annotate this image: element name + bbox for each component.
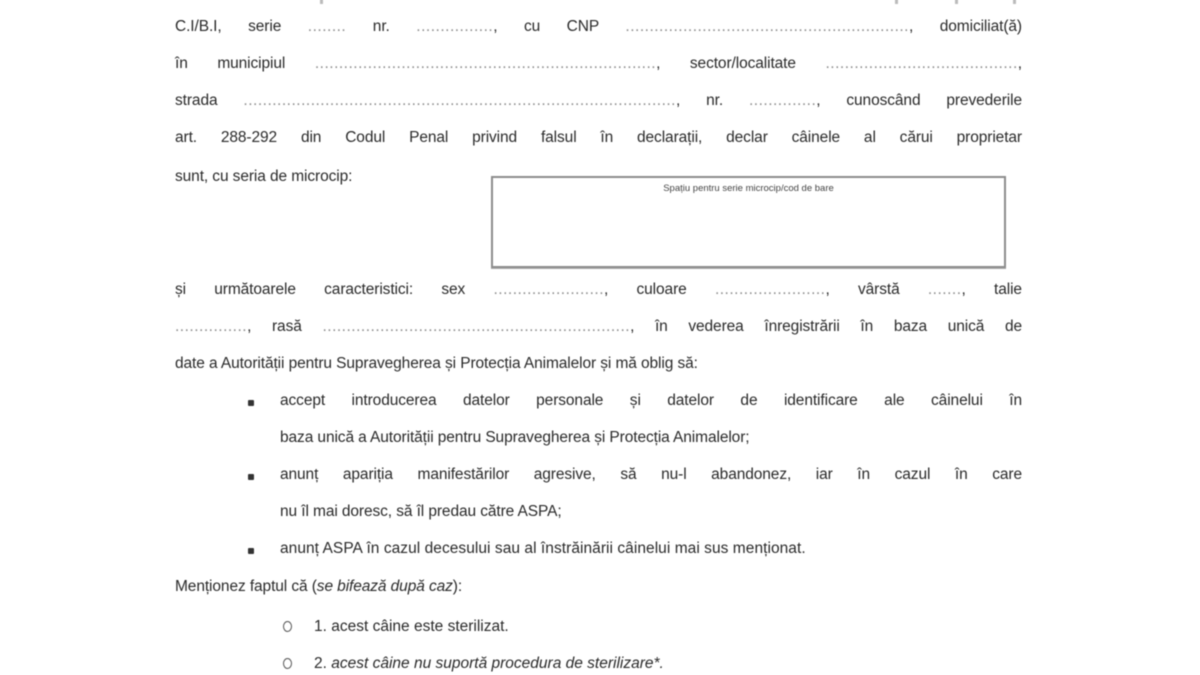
bullet-icon bbox=[248, 548, 254, 554]
municipality-label: în municipiul bbox=[175, 55, 286, 72]
color-label: , culoare bbox=[604, 281, 687, 298]
obligation-2-line-2: nu îl mai doresc, să îl predau către ASPA; bbox=[280, 503, 562, 520]
knowing-provisions-text: , cunoscând prevederile bbox=[816, 92, 1022, 109]
option-1-text: acest câine este sterilizat. bbox=[331, 618, 509, 635]
comma: , bbox=[1017, 55, 1022, 72]
municipality-field[interactable]: ....................................................................... bbox=[314, 55, 657, 72]
obligation-1-line-1: accept introducerea datelor personale și datelor de identificare ale câinelui în bbox=[280, 392, 1022, 409]
id-series-field[interactable]: ........ bbox=[307, 18, 347, 35]
bullet-icon bbox=[248, 400, 254, 406]
breed-label: , rasă bbox=[247, 318, 302, 335]
microchip-label-line: sunt, cu seria de microcip: bbox=[175, 168, 353, 185]
sex-label: și următoarele caracteristici: sex bbox=[175, 281, 466, 298]
cnp-label: , cu CNP bbox=[493, 18, 599, 35]
age-label: , vârstă bbox=[825, 281, 900, 298]
option-2-number: 2. bbox=[314, 655, 327, 672]
identity-document-line bbox=[175, 17, 1022, 37]
obligation-1-line-2: baza unică a Autorității pentru Supravegherea și Protecția Animalelor; bbox=[280, 429, 750, 446]
sector-field[interactable]: ........................................ bbox=[825, 55, 1018, 72]
penal-code-line: art. 288-292 din Codul Penal privind falsul în declarații, declar câinele al cărui proprietar bbox=[175, 129, 1022, 146]
color-field[interactable]: ....................... bbox=[714, 281, 826, 298]
size-label: , talie bbox=[961, 281, 1022, 298]
registration-text: , în vederea înregistrării în baza unică de bbox=[630, 318, 1022, 335]
size-field[interactable]: ............... bbox=[175, 318, 248, 335]
mention-suffix: ): bbox=[452, 578, 463, 595]
microchip-box-label: Spațiu pentru serie microcip/cod de bare bbox=[663, 183, 834, 194]
authority-line: date a Autorității pentru Supravegherea și Protecția Animalelor și mă oblig să: bbox=[175, 355, 698, 372]
option-2-radio[interactable] bbox=[283, 658, 292, 669]
option-1-radio[interactable] bbox=[283, 621, 292, 632]
breed-field[interactable]: ................................................................ bbox=[322, 318, 631, 335]
cropped-previous-line bbox=[175, 0, 1022, 6]
microchip-box[interactable] bbox=[491, 176, 1006, 268]
id-number-field[interactable]: ................ bbox=[416, 18, 494, 35]
characteristics-line bbox=[175, 280, 1022, 300]
bullet-icon bbox=[248, 474, 254, 480]
street-number-field[interactable]: .............. bbox=[748, 92, 817, 109]
breed-line bbox=[175, 317, 1022, 337]
obligation-3-line-1: anunț ASPA în cazul decesului sau al înstrăinării câinelui mai sus menționat. bbox=[280, 540, 806, 557]
option-2-text: acest câine nu suportă procedura de sterilizare*. bbox=[331, 655, 664, 672]
street-label: strada bbox=[175, 92, 218, 109]
id-series-label: C.I/B.I, serie bbox=[175, 18, 282, 35]
mention-line bbox=[175, 577, 1022, 597]
id-number-label: nr. bbox=[372, 18, 390, 35]
option-1-label bbox=[314, 617, 509, 637]
domiciled-label: , domiciliat(ă) bbox=[908, 18, 1022, 35]
sector-label: , sector/localitate bbox=[656, 55, 796, 72]
age-field[interactable]: ....... bbox=[927, 281, 962, 298]
sex-field[interactable]: ....................... bbox=[493, 281, 605, 298]
option-1-number: 1. bbox=[314, 618, 327, 635]
option-2-label bbox=[314, 654, 664, 674]
street-number-label: , nr. bbox=[675, 92, 724, 109]
street-field[interactable]: .......................................................................................... bbox=[243, 92, 676, 109]
mention-instruction: se bifează după caz bbox=[316, 578, 453, 595]
street-line bbox=[175, 91, 1022, 111]
cnp-field[interactable]: ........................................................... bbox=[625, 18, 909, 35]
obligation-2-line-1: anunț apariția manifestărilor agresive, să nu-l abandonez, iar în cazul în care bbox=[280, 466, 1022, 483]
municipality-line bbox=[175, 54, 1022, 74]
mention-prefix: Menționez faptul că ( bbox=[175, 578, 317, 595]
